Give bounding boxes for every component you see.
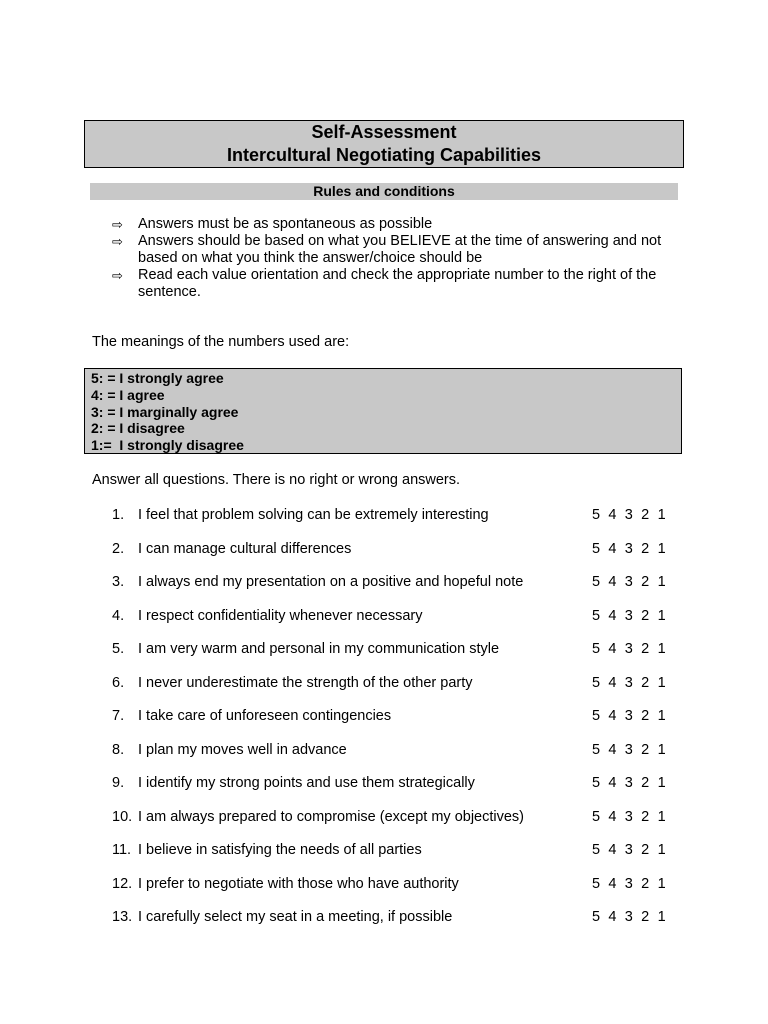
rating-option-3[interactable]: 3 [624, 842, 633, 858]
rating-scale [592, 607, 674, 625]
question-number: 13. [112, 909, 133, 925]
question-text: I always end my presentation on a positive and hopeful note [138, 574, 524, 590]
rating-scale [592, 707, 674, 725]
rating-option-2[interactable]: 2 [641, 540, 650, 557]
rating-option-4[interactable]: 4 [608, 741, 617, 758]
rating-option-5[interactable]: 5 [592, 708, 601, 724]
rating-option-1[interactable]: 1 [657, 708, 666, 724]
rating-option-3[interactable]: 3 [624, 574, 633, 590]
question-text: I believe in satisfying the needs of all parties [138, 842, 422, 858]
rating-option-3[interactable]: 3 [624, 808, 633, 825]
rating-option-4[interactable]: 4 [608, 775, 617, 791]
question-text: I am very warm and personal in my communication style [138, 641, 500, 657]
question-text: I am always prepared to compromise (except my objectives) [138, 808, 525, 825]
rating-option-4[interactable]: 4 [608, 909, 617, 925]
question-row [0, 841, 768, 859]
rating-option-4[interactable]: 4 [608, 607, 617, 624]
rating-scale [592, 774, 674, 792]
rating-option-3[interactable]: 3 [624, 607, 633, 624]
question-number: 5. [112, 641, 125, 657]
rating-option-5[interactable]: 5 [592, 875, 601, 892]
question-number: 1. [112, 507, 125, 523]
page-title: Self-Assessment [311, 122, 457, 142]
rating-option-4[interactable]: 4 [608, 674, 617, 691]
rating-option-4[interactable]: 4 [608, 708, 617, 724]
rating-scale [592, 540, 674, 558]
question-text: I feel that problem solving can be extremely interesting [138, 507, 489, 523]
question-text: I identify my strong points and use them strategically [138, 775, 475, 791]
question-number: 7. [112, 708, 125, 724]
rating-scale [592, 640, 674, 658]
rating-scale [592, 875, 674, 893]
question-number: 6. [112, 674, 125, 691]
rating-option-3[interactable]: 3 [624, 641, 633, 657]
meanings-intro: The meanings of the numbers used are: [92, 334, 350, 350]
page-subtitle: Intercultural Negotiating Capabilities [226, 145, 542, 165]
rating-option-1[interactable]: 1 [657, 909, 666, 925]
rating-option-5[interactable]: 5 [592, 808, 601, 825]
title-box [84, 120, 684, 168]
rating-option-3[interactable]: 3 [624, 775, 633, 791]
rating-scale [592, 573, 674, 591]
rating-option-2[interactable]: 2 [641, 507, 650, 523]
rating-option-1[interactable]: 1 [657, 641, 666, 657]
rating-option-2[interactable]: 2 [641, 741, 650, 758]
rating-option-5[interactable]: 5 [592, 775, 601, 791]
question-row [0, 808, 768, 826]
rating-option-5[interactable]: 5 [592, 574, 601, 590]
rule-item [112, 233, 682, 267]
rating-option-3[interactable]: 3 [624, 875, 633, 892]
question-text: I can manage cultural differences [138, 540, 352, 557]
rating-option-2[interactable]: 2 [641, 641, 650, 657]
question-text: I respect confidentiality whenever necessary [138, 607, 423, 624]
question-text: I carefully select my seat in a meeting, if possible [138, 909, 453, 925]
rating-option-1[interactable]: 1 [657, 741, 666, 758]
rating-option-4[interactable]: 4 [608, 507, 617, 523]
rating-option-3[interactable]: 3 [624, 909, 633, 925]
question-row [0, 707, 768, 725]
rating-option-2[interactable]: 2 [641, 607, 650, 624]
rating-option-2[interactable]: 2 [641, 674, 650, 691]
rating-option-4[interactable]: 4 [608, 641, 617, 657]
question-row [0, 741, 768, 759]
question-row [0, 607, 768, 625]
rating-option-1[interactable]: 1 [657, 674, 666, 691]
question-text: I take care of unforeseen contingencies [138, 708, 392, 724]
question-row [0, 640, 768, 658]
question-number: 11. [112, 842, 132, 858]
rating-scale [592, 741, 674, 759]
question-text: I never underestimate the strength of the other party [138, 674, 473, 691]
rating-option-4[interactable]: 4 [608, 875, 617, 892]
rating-option-5[interactable]: 5 [592, 507, 601, 523]
rating-option-1[interactable]: 1 [657, 540, 666, 557]
question-number: 2. [112, 540, 125, 557]
question-text: I plan my moves well in advance [138, 741, 347, 758]
question-row [0, 573, 768, 591]
rating-option-2[interactable]: 2 [641, 775, 650, 791]
arrow-right-icon: ⇨ [112, 234, 123, 249]
rating-option-4[interactable]: 4 [608, 574, 617, 590]
rating-option-3[interactable]: 3 [624, 708, 633, 724]
answer-instructions: Answer all questions. There is no right or wrong answers. [92, 472, 461, 488]
question-row [0, 774, 768, 792]
arrow-right-icon: ⇨ [112, 217, 123, 232]
rule-item [112, 267, 682, 301]
rule-item [112, 216, 682, 233]
rating-option-3[interactable]: 3 [624, 741, 633, 758]
rating-option-1[interactable]: 1 [657, 574, 666, 590]
rating-option-1[interactable]: 1 [657, 808, 666, 825]
rating-option-2[interactable]: 2 [641, 708, 650, 724]
rating-option-2[interactable]: 2 [641, 574, 650, 590]
rating-option-1[interactable]: 1 [657, 507, 666, 523]
rating-option-4[interactable]: 4 [608, 540, 617, 557]
rating-option-5[interactable]: 5 [592, 674, 601, 691]
question-row [0, 506, 768, 524]
scale-legend-item: 4: = I agree [91, 386, 165, 403]
question-text: I prefer to negotiate with those who have authority [138, 875, 459, 892]
rating-option-2[interactable]: 2 [641, 808, 650, 825]
rule-text: Read each value orientation and check the appropriate number to the right of the sentence. [138, 267, 657, 300]
question-number: 10. [112, 808, 133, 825]
question-row [0, 540, 768, 558]
rating-option-4[interactable]: 4 [608, 808, 617, 825]
question-row [0, 674, 768, 692]
rating-scale [592, 908, 674, 926]
rule-text: Answers must be as spontaneous as possible [138, 216, 433, 232]
rating-scale [592, 674, 674, 692]
question-number: 12. [112, 875, 133, 892]
scale-legend-item: 5: = I strongly agree [91, 370, 224, 386]
rating-option-2[interactable]: 2 [641, 875, 650, 892]
question-number: 4. [112, 607, 125, 624]
rating-option-3[interactable]: 3 [624, 674, 633, 691]
rating-option-5[interactable]: 5 [592, 607, 601, 624]
rating-scale [592, 506, 674, 524]
rating-option-2[interactable]: 2 [641, 909, 650, 925]
rules-heading: Rules and conditions [90, 183, 678, 200]
rating-option-1[interactable]: 1 [657, 607, 666, 624]
scale-legend-item: 2: = I disagree [91, 420, 185, 437]
rules-list [112, 216, 682, 301]
rating-option-5[interactable]: 5 [592, 741, 601, 758]
rating-option-5[interactable]: 5 [592, 641, 601, 657]
question-number: 8. [112, 741, 125, 758]
question-row [0, 875, 768, 893]
rating-option-5[interactable]: 5 [592, 540, 601, 557]
rating-option-3[interactable]: 3 [624, 507, 633, 523]
scale-legend-item: 3: = I marginally agree [91, 403, 239, 420]
rating-option-1[interactable]: 1 [657, 775, 666, 791]
rating-scale [592, 808, 674, 826]
rating-option-1[interactable]: 1 [657, 842, 666, 858]
rule-text: Answers should be based on what you BELIEVE at the time of answering and not based on what you think the answer/choice should be [138, 233, 662, 266]
rating-option-5[interactable]: 5 [592, 842, 601, 858]
rating-option-3[interactable]: 3 [624, 540, 633, 557]
question-number: 9. [112, 775, 125, 791]
rating-option-4[interactable]: 4 [608, 842, 617, 858]
question-number: 3. [112, 574, 125, 590]
rating-option-5[interactable]: 5 [592, 909, 601, 925]
question-row [0, 908, 768, 926]
arrow-right-icon: ⇨ [112, 268, 123, 283]
rating-option-2[interactable]: 2 [641, 842, 650, 858]
scale-legend-item: 1:= I strongly disagree [91, 437, 244, 454]
rating-option-1[interactable]: 1 [657, 875, 666, 892]
scale-legend [84, 368, 682, 454]
rating-scale [592, 841, 674, 859]
